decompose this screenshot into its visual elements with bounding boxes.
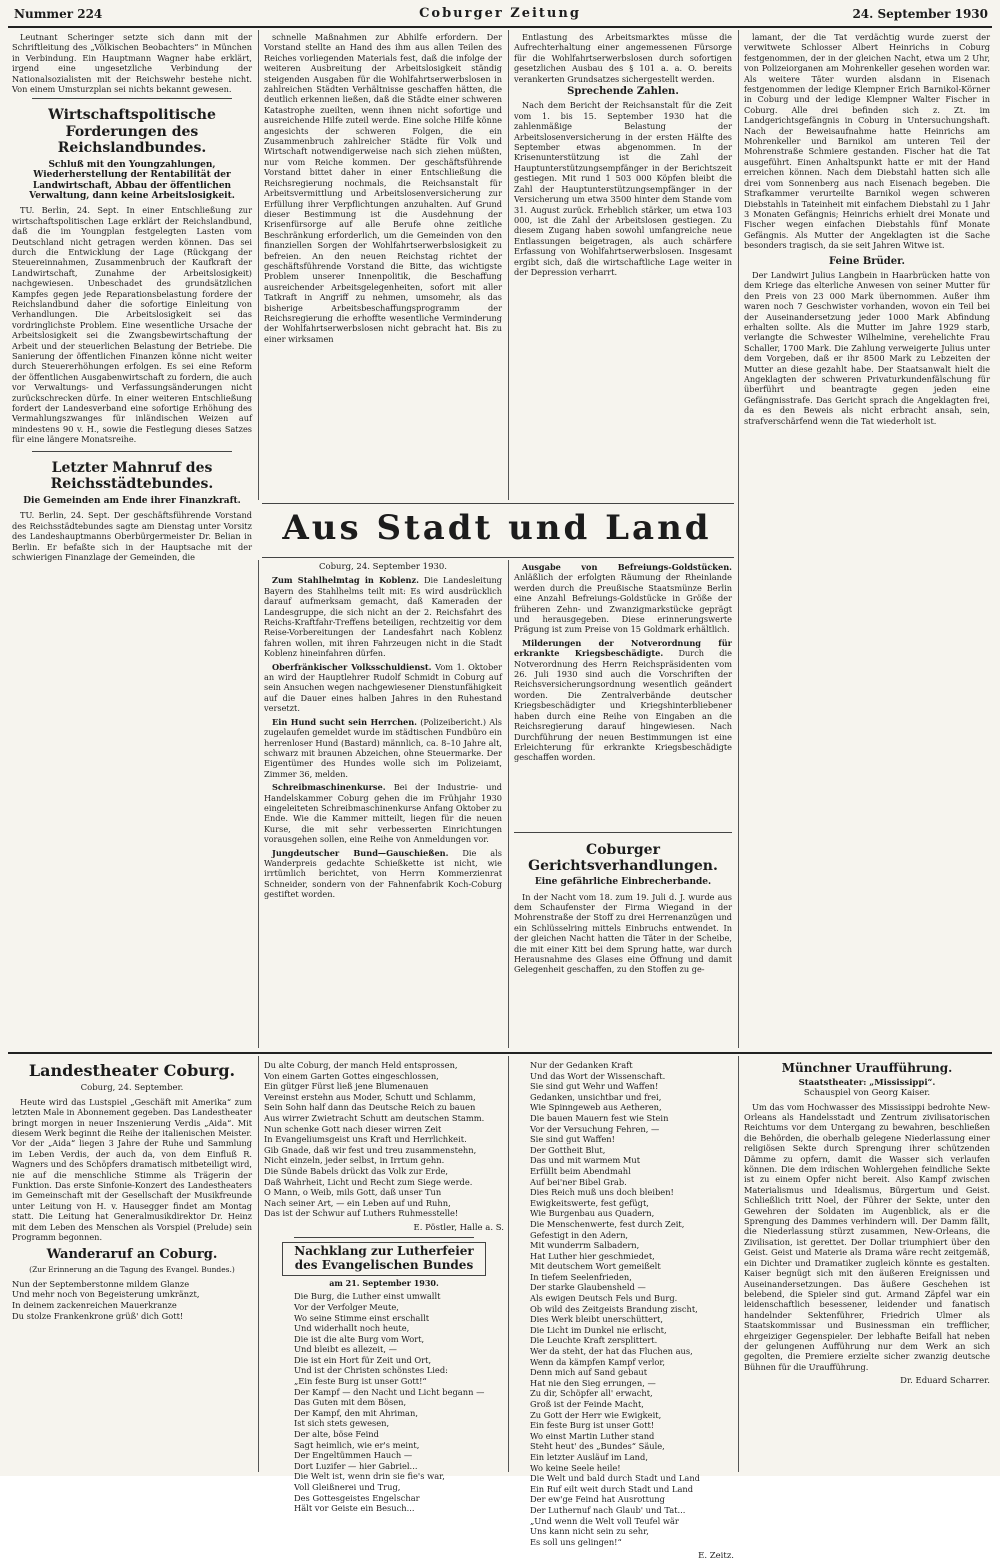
divider (514, 832, 732, 833)
poem-line: Mit wunderrm Salbadern, (530, 1240, 640, 1251)
poem-line: Ob wild des Zeitgeists Brandung zischt, (530, 1303, 698, 1314)
poem-line: Groß ist der Feinde Macht, (530, 1399, 644, 1409)
poem-line: Dies Werk bleibt unerschüttert, (530, 1314, 663, 1325)
headline-gericht: Coburger Gerichtsverhandlungen. (528, 842, 718, 875)
poem-column-3 (516, 1060, 734, 1562)
column-3-upper (514, 32, 732, 500)
poem-line: Des Gottesgeistes Engelschar (294, 1492, 420, 1503)
poem-line: Es soll uns gelingen!“ (530, 1536, 622, 1547)
poem-line: Daß Wahrheit, Licht und Recht zum Siege werde. (264, 1176, 473, 1187)
poem-line: Zu Gott der Herr wie Ewigkeit, (530, 1409, 662, 1420)
poem-line: Sie sind gut Waffen! (530, 1134, 615, 1145)
poem-line: Mit deutschem Wort gemeißelt (530, 1261, 661, 1272)
divider (294, 1237, 474, 1238)
poem-line: Wenn da kämpfen Kampf verlor, (530, 1356, 666, 1367)
article-text: TU. Berlin, 24. Sept. Der geschäftsführende Vorstand des Reichsstädtebundes sagte am Dienstag unter Vorsitz des Landeshauptmanns Oberbürgermeister Dr. Belian in Berlin. Er befaßte sich in der Hauptsache mit der schwierigen Finanzlage der Gemeinden, die (12, 510, 252, 562)
poem-line: Die Menschenwerte, fest durch Zeit, (530, 1218, 685, 1229)
poem-line: Nicht einzeln, jeder selbst, in Irrtum gehn. (264, 1155, 445, 1166)
issue-date: 24. September 1930 (852, 7, 988, 21)
article-text: Entlastung des Arbeitsmarktes müsse die Aufrechterhaltung einer angemessenen Fürsorge für die Wohlfahrtserwerbslosen durch sofortigen gesetzlichen Ausbau des § 101 a. a. O. bereits verankerten Grundsatzes sichergestellt werden. (514, 32, 732, 84)
news-item (264, 848, 502, 900)
poem-line: Sie sind gut Wehr und Waffen! (530, 1081, 659, 1092)
poem-line: Gedanken, unsichtbar und frei, (530, 1091, 662, 1102)
poem-line: Dies Reich muß uns doch bleiben! (530, 1187, 674, 1198)
poem-line: Aus wirrer Zwietracht Schutt am deutschen Stamm. (264, 1112, 485, 1123)
item-heading: Jungdeutscher Bund—Gauschießen. (272, 847, 449, 858)
poem-line: Vor der Verfolger Meute, (294, 1301, 399, 1312)
headline-aus-stadt-und-land: Aus Stadt und Land (282, 508, 712, 548)
dateline: Coburg, 24. September 1930. (318, 562, 448, 572)
poem-line: Voll Gleißnerei und Trug, (294, 1482, 401, 1492)
poem-line: Der starke Glaubensheld — (530, 1282, 646, 1293)
divider (262, 503, 734, 504)
item-text: (Polizeibericht.) Als zugelaufen gemeldet wurde im städtischen Fundbüro ein herrenloser Hund (Bastard) männlich, ca. 8–10 Jahre alt, schwarz mit braunen Abzeichen, ohne Steuermarke. Der Eigentümer des Hundes wolle sich im Polizeiamt, Zimmer 36, melden. (264, 716, 502, 779)
news-item (264, 717, 502, 779)
column-rule (508, 560, 509, 1048)
poem-line: In Evangeliumsgeist uns Kraft und Herrlichkeit. (264, 1134, 467, 1145)
article-text: In der Nacht vom 18. zum 19. Juli d. J. wurde aus dem Schaufenster der Firma Wiegand in der Mohrenstraße der Stoff zu drei Herrenanzügen und ein Schlüsselring mittels Einbruchs entwendet. In der gleichen Nacht hatten die Täter in der Scheibe, die mit einer Kitt bei dem Sprung hatte, war durch Herausnahme des Glases eine Öffnung und damit Gelegenheit geschaffen, zu den Stoffen zu ge- (514, 891, 732, 975)
poem-column-2 (264, 1060, 504, 1514)
item-text: Anläßlich der erfolgten Räumung der Rheinlande werden durch die Preußische Staatsmünze Berlin eine Anzahl Befreiungs-Goldstücke in Größe der früheren Zehn- und Zwanzigmarkstücke geprägt und herausgegeben. Diese erinnerungswerte Prägung ist zum Preise von 15 Goldmark erhältlich. (514, 572, 732, 635)
poem-line: Die Welt und bald durch Stadt und Land (530, 1473, 700, 1484)
headline-letzter-mahnruf: Letzter Mahnruf des Reichsstädtebundes. (50, 459, 214, 492)
poem-coburg (264, 1060, 504, 1219)
article-text: Der Landwirt Julius Langbein in Haarbrücken hatte von dem Kriege das elterliche Anwesen von seiner Mutter für den Preis von 23 000 Mark übernommen. Außer ihm waren noch 7 Geschwister vorhanden, wovon ein Teil bei der Auseinandersetzung jeder 1000 Mark Abfindung erhalten sollte. Als die Mutter im Jahre 1929 starb, verlangte die Schwester Wilhelmine, verehelichte Frau Schaller, 1700 Mark. Die Zahlung verweigerte Julius unter dem Vorgeben, daß er ihr 8500 Mark zu Lebzeiten der Mutter an diese gezahlt habe. Der Staatsanwalt hielt die Angeklagten der schweren Privaturkundenfälschung für überführt und beantragte gegen jeden eine Gefängnisstrafe. Das Gericht sprach die Angeklagten frei, da es den Beweis als nicht erbracht ansah, sein, strafverschärfend wenn die Tat wiederholt ist. (744, 269, 990, 426)
poem-signature: E. Pöstler, Halle a. S. (413, 1222, 504, 1233)
poem-line: Das ist der Schwur auf Luthers Ruhmesstelle! (264, 1208, 459, 1219)
column-rule (738, 30, 739, 1048)
poem-wanderaruf (12, 1279, 252, 1321)
article-text: TU. Berlin, 24. Sept. In einer Entschließung zur wirtschaftspolitischen Lage erklärt der Reichslandbund, daß die im Youngplan festgelegten Lasten vom Deutschland nicht getragen werden können. Das sei durch die Entwicklung der Lage (Rückgang der Steuereinnahmen, Zusammenbruch der Kaufkraft der Landwirtschaft, Zunahme der Arbeitslosigkeit) nachgewiesen. Unbeschadet des grundsätzlichen Kampfes gegen jede Reparationsbelastung fordere der Reichslandbund daher die sofortige Einleitung von Verhandlungen. Die Arbeitslosigkeit sei das vordringlichste Problem. Eine wesentliche Ursache der Arbeitslosigkeit sei die Zwangsbewirtschaftung der Arbeit und der steuerlichen Belastung der Betriebe. Die Sanierung der öffentlichen Finanzen könne nicht weiter durch Steuererhöhungen erfolgen. Es sei eine Reform der öffentlichen Ausgabenwirtschaft zu fordern, die auch vor Verwaltungs- und Verfassungsänderungen nicht zurückschrecken dürfe. In einer weiteren Entschließung fordert der Landesverband eine sofortige Erhöhung des Vermahlungszwanges für inländischen Weizen auf mindestens 90 v. H., sowie die Festlegung dieses Satzes für eine längere Monatsreihe. (12, 205, 252, 445)
subheadline-wanderaruf: (Zur Erinnerung an die Tagung des Evangel. Bundes.) (29, 1265, 235, 1275)
column-4 (744, 32, 990, 1046)
item-heading: Oberfränkischer Volksschuldienst. (272, 661, 432, 672)
item-text: Durch die Notverordnung des Herrn Reichspräsidenten vom 26. Juli 1930 sind auch die Vorschriften der Reichsversicherungsordnung wesentlich geändert worden. Die Zentralverbände deutscher Kriegsbeschädigter und Kriegshinterbliebener haben durch eine Reihe von Eingaben an die Reichsregierung darauf hingewiesen. Nach Durchführung der neuen Bestimmungen ist eine Erleichterung für erkrankte Kriegsbeschädigte geschaffen worden. (514, 648, 733, 763)
poem-line: Vor der Versuchung Fehren, — (530, 1123, 660, 1134)
poem-line: Wo seine Stimme einst erschallt (294, 1312, 430, 1323)
item-heading: Schreibmaschinenkurse. (272, 782, 386, 793)
stadt-column-2 (514, 562, 732, 830)
poem-line: Und das Wort der Wissenschaft. (530, 1070, 666, 1081)
newspaper-title: Coburger Zeitung (419, 6, 581, 21)
poem-line: Du stolze Frankenkrone grüß' dich Gott! (12, 1310, 184, 1321)
item-text: Vom 1. Oktober an wird der Hauptlehrer Rudolf Schmidt in Coburg auf sein Ansuchen wegen nachgewiesener Dienstunfähigkeit auf die Dauer eines halben Jahres in den Ruhestand versetzt. (264, 661, 502, 714)
poem-line: Wie Spinngeweb aus Aetheren, (530, 1102, 662, 1113)
news-item (514, 638, 732, 763)
poem-line: Die Leuchte Kraft zersplittert. (530, 1335, 658, 1346)
item-heading: Zum Stahlhelmtag in Koblenz. (272, 575, 419, 586)
poem-line: Wie Burgenbau aus Quadern, (530, 1208, 655, 1219)
subheadline-muenchen: Staatstheater: „Mississippi“. (798, 1077, 936, 1088)
poem-line: Hat nie den Sieg errungen, — (530, 1377, 656, 1388)
poem-line: Ein Ruf eilt weit durch Stadt und Land (530, 1483, 694, 1494)
poem-line: Auf bei'ner Bibel Grab. (530, 1176, 627, 1187)
news-item (514, 562, 732, 635)
poem-line: Der Kampf — den Nacht und Licht begann — (294, 1386, 485, 1397)
column-rule (508, 1056, 509, 1472)
item-heading: Ausgabe von Befreiungs-Goldstücken. (522, 562, 732, 572)
poem-line: „Und wenn die Welt voll Teufel wär (530, 1515, 679, 1526)
dateline: Coburg, 24. September. (80, 1083, 184, 1094)
poem-line: Der Luthernuf nach Glaub' und Tat... (530, 1504, 686, 1515)
section-stadt-und-land (262, 508, 732, 556)
poem-line: Du alte Coburg, der manch Held entsprossen, (264, 1060, 458, 1070)
poem-line: Ein feste Burg ist unser Gott! (530, 1420, 655, 1431)
author-line: Schauspiel von Georg Kaiser. (803, 1088, 931, 1099)
theater-column (12, 1058, 252, 1472)
poem-line: Nun der Septemberstonne mildem Glanze (12, 1278, 190, 1289)
column-rule (258, 30, 259, 500)
stadt-column-1 (264, 562, 502, 1048)
poem-line: Ewigkeitswerte, fest gefügt, (530, 1197, 649, 1208)
poem-line: Das Guten mit dem Bösen, (294, 1397, 407, 1408)
poem-line: Die ist die alte Burg vom Wort, (294, 1333, 425, 1344)
poem-line: Nur der Gedanken Kraft (530, 1060, 633, 1070)
column-rule (258, 560, 259, 1048)
poem-line: Und ist der Christen schönstes Lied: (294, 1365, 448, 1376)
column-rule (508, 30, 509, 500)
poem-line: Sein Sohn half dann das Deutsche Reich zu bauen (264, 1102, 476, 1113)
poem-line: Uns kann nicht sein zu sehr, (530, 1526, 649, 1537)
poem-line: Ist sich stets gewesen, (294, 1418, 390, 1429)
poem-line: Gefestigt in den Adern, (530, 1229, 629, 1240)
headline-wanderaruf: Wanderaruf an Coburg. (46, 1247, 218, 1263)
poem-luther (516, 1060, 734, 1547)
subheadline-wirtschaft: Schluß mit den Youngzahlungen, Wiederherstellung der Rentabilität der Landwirtschaft, Abbau der öffentlichen Verwaltung, dann keine Arbeitslosigkeit. (29, 159, 235, 201)
item-heading: Ein Hund sucht sein Herrchen. (272, 716, 418, 727)
poem-line: Wo keine Seele heile! (530, 1462, 621, 1473)
masthead (8, 4, 992, 28)
poem-line: Nach seiner Art, — ein Leben auf und Ruhn, (264, 1197, 451, 1208)
poem-line: Der Gottheit Blut, (530, 1144, 606, 1155)
poem-line: Die bauen Mauern fest wie Stein (530, 1112, 669, 1123)
item-text: Bei der Industrie- und Handelskammer Coburg gehen die im Frühjahr 1930 eingeleiteten Schreibmaschinenkurse Anfang Oktober zu Ende. Wie die Kammer mitteilt, liegen für die neuen Kurse, die mit sehr verbesserten Einrichtungen vorausgehen sollen, eine Reihe von Anmeldungen vor. (264, 782, 503, 845)
issue-number: Nummer 224 (14, 7, 103, 21)
review-signature: Dr. Eduard Scharrer. (900, 1376, 990, 1387)
poem-line: Sagt heimlich, wie er's meint, (294, 1439, 420, 1450)
poem-line: Vereinst erstehn aus Moder, Schutt und Schlamm, (264, 1091, 476, 1102)
headline-nachklang: Nachklang zur Lutherfeier des Evangelischen Bundes (282, 1242, 486, 1276)
poem-line: Der Kampf, den mit Ahriman, (294, 1407, 418, 1418)
poem-line: Denn mich auf Sand gebaut (530, 1367, 648, 1378)
subheadline-letzter-mahnruf: Die Gemeinden am Ende ihrer Finanzkraft. (23, 495, 241, 506)
headline-landestheater: Landestheater Coburg. (28, 1061, 236, 1080)
poem-line: Der alte, böse Feind (294, 1429, 379, 1440)
headline-sprechende-zahlen: Sprechende Zahlen. (567, 86, 679, 98)
poem-line: Zu dir, Schöpfer all' erwacht, (530, 1388, 653, 1399)
poem-line: Die Burg, die Luther einst umwallt (294, 1291, 441, 1302)
article-text: lamant, der die Tat verdächtig wurde zuerst der verwitwete Schlosser Albert Heinrichs in Coburg festgenommen, der in der gleichen Nacht, etwa um 2 Uhr, von Polizeiorganen am Mohrenkeller gesehen worden war. Als weitere Täter wurden alsdann in Eisenach festgenommen der ledige Klempner Erich Barnikol-Körner in Coburg und der ledige Klempner Walter Fischer in Coburg. Alle drei befinden sich z. Zt. im Landgerichtsgefängnis in Coburg in Untersuchungshaft. Nach der Beweisaufnahme hatte Heinrichs am Mohrenkeller und Barnikol am unteren Teil der Mohrenstraße Schmiere gestanden. Fischer hat die Tat ausgeführt. Einen Anhaltspunkt hatte er mit der Hand erreichen können. Nach dem Diebstahl hatten sich alle drei vom Sonnenberg aus nach Eisenach begeben. Die Strafkammer verurteilte Barnikol wegen schweren Diebstahls in Tateinheit mit einfachem Diebstahl zu 1 Jahr 3 Monaten Gefängnis; Heinrichs erhielt drei Monate und Fischer wegen einfachen Diebstahls fünf Monate Gefängnis. Als Mutter der Angeklagten ist die Sache besonders tragisch, da sie seit Jahren Witwe ist. (744, 32, 990, 251)
poem-line: Die Welt ist, wenn drin sie fie's war, (294, 1471, 445, 1482)
item-text: Die als Wanderpreis gedachte Schießkette ist nicht, wie irrtümlich berichtet, von Herrn Kommerzienrat Schneider, sondern von der Fahnenfabrik Koch-Coburg gestiftet worden. (264, 847, 502, 900)
column-1-upper (12, 32, 252, 1046)
article-text: Nach dem Bericht der Reichsanstalt für die Zeit vom 1. bis 15. September 1930 hat die zahlenmäßige Belastung der Arbeitslosenversicherung in der ersten Hälfte des September etwas abgenommen. In der Krisenunterstützung ist die Zahl der Hauptunterstützungsempfänger in der Berichtszeit gestiegen. Mit rund 1 503 000 Köpfen bleibt die Zahl der Hauptunterstützungsempfänger in der Versicherung um etwa 3500 hinter dem Stande vom 31. August zurück. Erheblich stärker, um etwa 103 000, ist die Zahl der Arbeitslosen gestiegen. Zu diesem Zugang haben sowohl umfangreiche neue Entlassungen beigetragen, als auch schärfere Erfassung von Wohlfahrtserwerbslosen. Insgesamt ergibt sich, daß die wirtschaftliche Lage weiter in der Depression verharrt. (514, 100, 732, 277)
poem-line: Und widerhallt noch heute, (294, 1323, 410, 1334)
poem-line: Gib Gnade, daß wir fest und treu zusammenstehn, (264, 1144, 477, 1155)
poem-line: Ein letzter Ausläuf im Land, (530, 1451, 648, 1462)
article-text: Um das vom Hochwasser des Mississippi bedrohte New-Orleans als Handelsstadt und Zentrum zivilisatorischen Reichtums vor dem Untergang zu bewahren, beschließen die Behörden, die oberhalb gelegene Niederlassung einer religiösen Sekte durch Sprengung ihrer schützenden Dämme zu opfern, damit die Wasser sich verlaufen können. Die dem irdischen Wohlergehen feindliche Sekte ist zu einem Opfer nicht bereit. Also Kampf zwischen Materialismus und Idealismus, Bürgertum und Geist. Schließlich tritt Noel, der Führer der Sekte, unter den Gewehren der Soldaten im Augenblick, als er die Sprengung des Dammes verhindern will. Der Damm fällt, die Niederlassung stürzt zusammen, New-Orleans, die Zivilisation, ist gerettet. Der Dollar triumphiert über den Geist. Geist und Materie als Drama wäre recht zeitgemäß, ein Dichter und Dramatiker zugleich könnte es gestalten. Kaiser begnügt sich mit den äußeren Ereignissen und Auseinandersetzungen. Das äußere Geschehen ist belebend, die Spieler sind gut. Armand Zäpfel war ein leidenschaftlich besessener, leidender und fanatisch handelnder Sektenführer, Friedrich Ulmer als Staatskommissar und Businessman ein trefflicher, ehrgeiziger Gegenspieler. Der lebhafte Beifall hat neben der gelungenen Aufführung nur dem Werk an sich gegolten, die Premiere erzielte sicher zwanzig deutsche Bühnen für die Uraufführung. (744, 1101, 990, 1372)
headline-feine-brueder: Feine Brüder. (828, 255, 905, 267)
poem-line: Ein gütger Fürst ließ jene Blumenauen (264, 1081, 429, 1092)
poem-line: Die Licht im Dunkel nie erlischt, (530, 1324, 667, 1335)
article-text: Heute wird das Lustspiel „Geschäft mit Amerika“ zum letzten Male in Abonnement gegeben. Das Landestheater bringt morgen in neuer Inszenierung Verdis „Aida“. Mit diesem Werk beginnt die Reihe der italienischen Meister. Vor der „Aida“ liegen 3 Jahre der Ruhe und Sammlung im Leben Verdis, der auch da, von dem Einfluß R. Wagners und des Schöpfers dramatisch mitbeteiligt wird, nie auf die menschliche Stimme als Trägerin der Funktion. Das erste Sinfonie-Konzert des Landestheaters im Gemeinschaft mit der Gesellschaft der Musikfreunde unter Leitung von H. v. Hausegger findet am Montag statt. Die Leitung hat Generalmusikdirektor Dr. Heinz mit dem Leben des Menschen als Vorspiel (Prelude) sein Programm begonnen. (12, 1096, 252, 1243)
item-text: Die Landesleitung Bayern des Stahlhelms teilt mit: Es wird ausdrücklich darauf aufmerksam gemacht, daß Kameraden der Landesgruppe, die sich nicht an der 2. Reichsfahrt des Reichs-Kraftfahr-Treffens beteiligen, rechtzeitig vor dem Reise-Vorbereitungen der Landesfahrt nach Koblenz fahren wollen, mit ihren Fahrzeugen nicht in die Stadt Koblenz hineinfahren dürfen. (264, 575, 502, 659)
poem-line: In tiefem Seelenfrieden, (530, 1271, 632, 1282)
article-text: Leutnant Scheringer setzte sich dann mit der Schriftleitung des „Völkischen Beobachters“ in München in Verbindung. Ein Hauptmann Wagner habe erklärt, irgend eine ungesetzliche Verbindung der Nationalsozialisten mit der Reichswehr bestehe nicht. Von einem Umsturzplan sei nichts bekannt gewesen. (12, 32, 252, 95)
poem-line: Der ew'ge Feind hat Ausrottung (530, 1494, 665, 1505)
headline-wirtschaft: Wirtschaftspolitische Forderungen des Reichslandbundes. (48, 107, 216, 156)
news-item (264, 575, 502, 658)
news-item (264, 782, 502, 844)
poem-line: Wo einst Martin Luther stand (530, 1430, 655, 1441)
poem-line: „Ein feste Burg ist unser Gott!“ (294, 1376, 427, 1387)
poem-line: O Mann, o Weib, mils Gott, daß unser Tun (264, 1187, 442, 1198)
poem-line: Nun schenke Gott nach dieser wirren Zeit (264, 1123, 442, 1134)
muenchen-column (744, 1058, 990, 1472)
poem-line: Und bleibt es allezeit, — (294, 1344, 397, 1355)
subheadline-gericht: Eine gefährliche Einbrecherbande. (534, 877, 712, 888)
nachklang-date: am 21. September 1930. (329, 1277, 439, 1288)
poem-line: Wer da steht, der hat das Fluchen aus, (530, 1346, 693, 1357)
poem-line: Steht heut' des „Bundes“ Säule, (530, 1441, 665, 1452)
poem-signature: E. Zeitz. (698, 1551, 734, 1562)
item-heading: Milderungen der Notverordnung für erkrankte Kriegsbeschädigte. (514, 637, 732, 659)
divider (32, 98, 232, 99)
poem-line: Hat Luther hier geschmiedet, (530, 1250, 655, 1261)
poem-line: Die ist ein Hort für Zeit und Ort, (294, 1354, 432, 1365)
poem-line: Dort Luzifer — hier Gabriel... (294, 1460, 418, 1471)
feuilleton-divider (8, 1052, 992, 1054)
poem-line: Und mehr noch von Begeisterung umkränzt, (12, 1289, 200, 1300)
poem-line: Der Engeltümmen Hauch — (294, 1450, 413, 1461)
gericht-article (514, 836, 732, 1048)
poem-line: Erfüllt beim Abendmahl (530, 1165, 631, 1176)
poem-line: Die Sünde Babels drückt das Volk zur Erde, (264, 1165, 449, 1176)
poem-line: Das und mit warmem Mut (530, 1155, 641, 1166)
poem-line: Hält vor Geiste ein Besuch... (294, 1503, 415, 1514)
column-rule (738, 1056, 739, 1472)
poem-line: Als ewigen Deutsch Fels und Burg. (530, 1293, 678, 1304)
divider (32, 451, 232, 452)
poem-nachklang (264, 1291, 504, 1513)
column-2-upper (264, 32, 502, 500)
article-text: schnelle Maßnahmen zur Abhilfe erfordern. Der Vorstand stellte an Hand des ihm aus allen Teilen des Reiches vorliegenden Materials fest, daß die infolge der weiteren Ausbreitung der Arbeitslosigkeit ständig steigenden Ausgaben für die Wohlfahrtserwerbslosen in zahlreichen Städten Verhältnisse geschaffen hätten, die deutlich erkennen ließen, daß die Städte einer schweren Katastrophe zueilten, wenn ihnen nicht sofortige und ausreichende Hilfe zuteil werde. Eine solche Hilfe könne angesichts der schweren Folgen, die ein Zusammenbruch zahlreicher Städte für Volk und Wirtschaft notwendigerweise nach sich ziehen müßten, nur vom Reiche kommen. Der geschäftsführende Vorstand bittet daher in einer Entschließung die Reichsregierung nochmals, die Reichsanstalt für Arbeitsvermittlung und Arbeitslosenversicherung zur Erfüllung ihrer Verpflichtungen anzuhalten. Auf Grund dieser Bestimmung ist die Ausdehnung der Krisenfürsorge auf alle Berufe ohne zeitliche Beschränkung erforderlich, um die Gemeinden von den finanziellen Sorgen der Wohlfahrtserwerbslosigkeit zu befreien. An den neuen Reichstag richtet der geschäftsführende Vorstand die Bitte, das wichtigste Problem unserer Innenpolitik, die Beschaffung ausreichender Arbeitsgelegenheiten, sofort mit aller Tatkraft in Angriff zu nehmen, umsomehr, als das bisherige Arbeitsbeschaffungsprogramm der Reichsregierung die erhoffte wesentliche Verminderung der Wohlfahrtserwerbslosen nicht gebracht hat. Bis zu einer wirksamen (264, 32, 502, 344)
news-item (264, 662, 502, 714)
headline-muenchen: Münchner Uraufführung. (781, 1061, 953, 1075)
divider (262, 557, 734, 558)
poem-line: Von einem Garten Gottes eingeschlossen, (264, 1070, 439, 1081)
column-rule (258, 1056, 259, 1472)
poem-line: In deinem zackenreichen Mauerkranze (12, 1300, 177, 1311)
